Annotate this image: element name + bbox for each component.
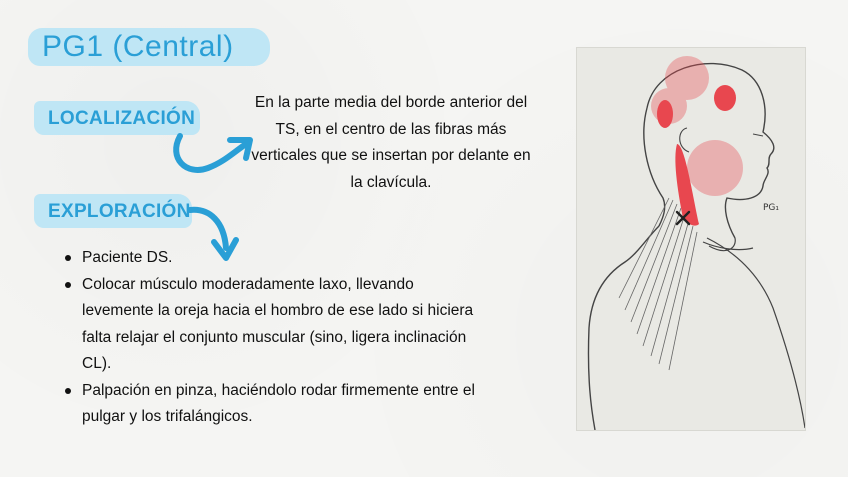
list-item: Paciente DS.	[62, 245, 482, 272]
neck-trigger-point-drawing	[577, 48, 805, 430]
exploracion-tag	[34, 194, 192, 228]
page-title: PG1 (Central)	[42, 30, 234, 63]
list-item: Palpación en pinza, haciéndolo rodar firmemente entre el pulgar y los trifalángicos.	[62, 378, 482, 431]
exploracion-label: EXPLORACIÓN	[48, 201, 191, 222]
list-item: Colocar músculo moderadamente laxo, llevando levemente la oreja hacia el hombro de ese lado si hiciera falta relajar el conjunto muscular (sino, ligera inclinación CL).	[62, 272, 482, 378]
exploracion-list	[62, 245, 482, 431]
localizacion-label: LOCALIZACIÓN	[48, 108, 196, 129]
figure-label: PG₁	[763, 203, 780, 213]
localizacion-text: En la parte media del borde anterior del TS, en el centro de las fibras más verticales que se insertan por delante en la clavícula.	[251, 94, 531, 191]
anatomy-illustration	[576, 47, 806, 431]
title-banner	[28, 26, 270, 68]
